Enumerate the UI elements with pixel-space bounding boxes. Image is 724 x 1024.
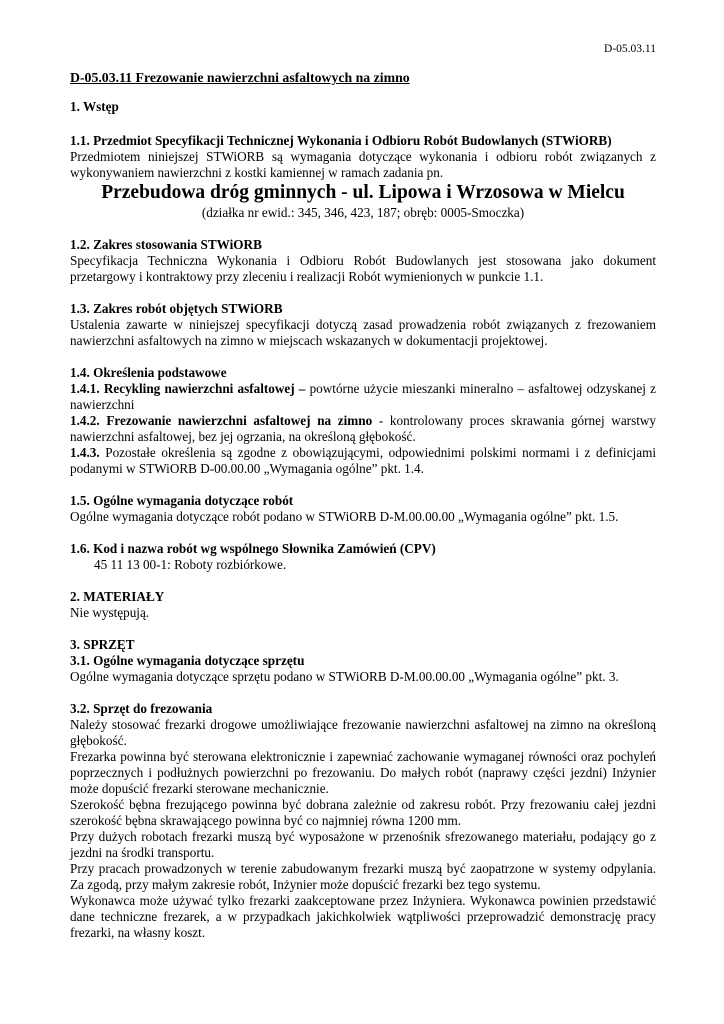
section-3-2-paragraph-2: Frezarka powinna być sterowana elektronicznie i zapewniać zachowanie wymaganej równości oraz pochyleń poprzecznych i podłużnych powierzchni po frezowaniu. Do małych robót (naprawy części jezdni) Inżynier może dopuścić frezarki sterowane mechanicznie. xyxy=(70,749,656,797)
section-1-4-2-text: - kontrolowany proces skrawania górnej warstwy nawierzchni asfaltowej, bez jej ogrzania, na określoną głębokość. xyxy=(70,413,656,445)
section-3-2-heading: 3.2. Sprzęt do frezowania xyxy=(70,701,213,716)
section-1-6-heading: 1.6. Kod i nazwa robót wg wspólnego Słownika Zamówień (CPV) xyxy=(70,541,436,556)
section-1-heading: 1. Wstęp xyxy=(70,99,119,114)
section-1-2-heading: 1.2. Zakres stosowania STWiORB xyxy=(70,237,262,252)
section-1-4-1-label: 1.4.1. Recykling nawierzchni asfaltowej – xyxy=(70,381,306,396)
section-1-4-1-text: powtórne użycie mieszanki mineralno – asfaltowej odzyskanej z nawierzchni xyxy=(70,381,656,413)
section-1-4-heading: 1.4. Określenia podstawowe xyxy=(70,365,227,380)
section-1-4-2-label: 1.4.2. Frezowanie nawierzchni asfaltowej na zimno xyxy=(70,413,373,428)
project-subtitle: (działka nr ewid.: 345, 346, 423, 187; obręb: 0005-Smoczka) xyxy=(201,205,525,220)
section-3-2-paragraph-6: Wykonawca może używać tylko frezarki zaakceptowane przez Inżyniera. Wykonawca powinien przedstawić dane techniczne frezarek, a w przypadkach jakichkolwiek wątpliwości przeprowadzić demonstrację pracy frezarki, na własny koszt. xyxy=(70,893,656,941)
section-3-2-paragraph-4: Przy dużych robotach frezarki muszą być wyposażone w przenośnik sfrezowanego materiału, podający go z jezdni na środki transportu. xyxy=(70,829,656,861)
section-1-3-text: Ustalenia zawarte w niniejszej specyfikacji dotyczą zasad prowadzenia robót związanych z frezowaniem nawierzchni asfaltowych na zimno w miejscach wskazanych w dokumentacji projektowej. xyxy=(70,317,656,349)
section-3-heading: 3. SPRZĘT xyxy=(70,637,135,652)
section-3-1-text: Ogólne wymagania dotyczące sprzętu podano w STWiORB D-M.00.00.00 „Wymagania ogólne” pkt. 3. xyxy=(70,669,619,684)
section-1-4-2-item xyxy=(70,413,656,445)
section-2-heading: 2. MATERIAŁY xyxy=(70,589,165,604)
section-1-4-1-item xyxy=(70,381,656,413)
section-1-4-3-item xyxy=(70,445,656,477)
section-1-4-3-text: Pozostałe określenia są zgodne z obowiązującymi, odpowiednimi polskimi normami i z definicjami podanymi w STWiORB D-00.00.00 „Wymagania ogólne” pkt. 1.4. xyxy=(70,445,656,477)
section-1-1-heading: 1.1. Przedmiot Specyfikacji Technicznej Wykonania i Odbioru Robót Budowlanych (STWiORB) xyxy=(70,133,612,148)
section-1-5-text: Ogólne wymagania dotyczące robót podano w STWiORB D-M.00.00.00 „Wymagania ogólne” pkt. 1.5. xyxy=(70,509,619,524)
section-3-2-paragraph-5: Przy pracach prowadzonych w terenie zabudowanym frezarki muszą być zaopatrzone w systemy odpylania. Za zgodą, przy małym zakresie robót, Inżynier może dopuścić frezarki bez tego systemu. xyxy=(70,861,656,893)
header-document-code: D-05.03.11 xyxy=(604,43,656,55)
section-1-2-text: Specyfikacja Techniczna Wykonania i Odbioru Robót Budowlanych jest stosowana jako dokument przetargowy i kontraktowy przy zleceniu i realizacji Robót wymienionych w punkcie 1.1. xyxy=(70,253,656,285)
document-title: D-05.03.11 Frezowanie nawierzchni asfaltowych na zimno xyxy=(70,70,410,85)
section-3-2-paragraph-3: Szerokość bębna frezującego powinna być dobrana zależnie od zakresu robót. Przy frezowaniu całej jezdni szerokość bębna skrawającego powinna być co najmniej równa 1200 mm. xyxy=(70,797,656,829)
section-2-text: Nie występują. xyxy=(70,605,150,620)
section-1-4-3-label: 1.4.3. xyxy=(70,445,100,460)
section-1-1-text: Przedmiotem niniejszej STWiORB są wymagania dotyczące wykonania i odbioru robót związanych z wykonywaniem nawierzchni z kostki kamiennej w ramach zadania pn. xyxy=(70,149,656,181)
section-1-3-heading: 1.3. Zakres robót objętych STWiORB xyxy=(70,301,283,316)
project-title: Przebudowa dróg gminnych - ul. Lipowa i Wrzosowa w Mielcu xyxy=(101,182,625,203)
section-3-2-paragraph-1: Należy stosować frezarki drogowe umożliwiające frezowanie nawierzchni asfaltowej na zimno na określoną głębokość. xyxy=(70,717,656,749)
section-1-6-text: 45 11 13 00-1: Roboty rozbiórkowe. xyxy=(94,557,287,572)
section-1-5-heading: 1.5. Ogólne wymagania dotyczące robót xyxy=(70,493,294,508)
section-3-1-heading: 3.1. Ogólne wymagania dotyczące sprzętu xyxy=(70,653,305,668)
